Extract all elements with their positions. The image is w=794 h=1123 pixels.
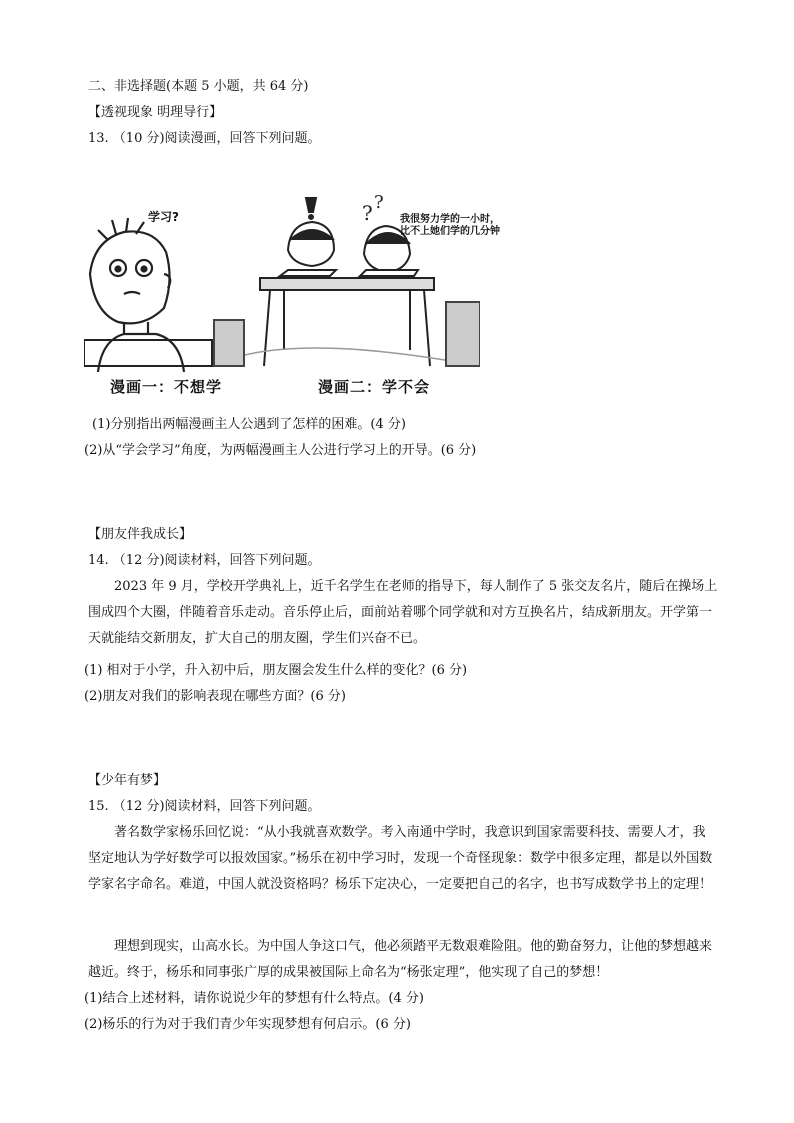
comic1-caption: 漫画一：不想学 — [110, 378, 223, 396]
q13-stem: 13. （10 分)阅读漫画，回答下列问题。 — [88, 131, 321, 146]
q14-sub2: (2)朋友对我们的影响表现在哪些方面？(6 分) — [84, 689, 346, 704]
comic1-bubble: 学习? — [148, 210, 179, 224]
q14-sub1: (1) 相对于小学，升入初中后，朋友圈会发生什么样的变化？(6 分) — [84, 663, 468, 678]
comic2-caption: 漫画二：学不会 — [318, 378, 431, 396]
q13-topic: 【透视现象 明理导行】 — [88, 105, 223, 120]
comic2-bubble-line2: 比不上她们学的几分钟 — [400, 226, 500, 237]
svg-text:?: ? — [374, 192, 384, 213]
comic2-bubble-line1: 我很努力学的一小时， — [400, 214, 500, 225]
q15-sub2: (2)杨乐的行为对于我们青少年实现梦想有何启示。(6 分) — [84, 1017, 411, 1032]
comic1-boy — [84, 218, 212, 372]
q14-topic: 【朋友伴我成长】 — [88, 527, 193, 542]
q14-material: 2023 年 9 月，学校开学典礼上，近千名学生在老师的指导下，每人制作了 5 张交友名片，随后在操场上围成四个大圈，伴随着音乐走动。音乐停止后，面前站着哪个同学就和对方互换名片，结成新朋友。开学第一天就能结交新朋友，扩大自己的朋友圈，学生们兴奋不已。 — [88, 579, 718, 646]
q14-stem: 14. （12 分)阅读材料，回答下列问题。 — [88, 553, 321, 568]
svg-text:?: ? — [362, 201, 373, 225]
q15-para2: 理想到现实，山高水长。为中国人争这口气，他必须踏平无数艰难险阻。他的勤奋努力，让他的梦想越来越近。终于，杨乐和同事张广厚的成果被国际上命名为“杨张定理”，他实现了自己的梦想！ — [88, 939, 713, 980]
q13-sub1: (1)分别指出两幅漫画主人公遇到了怎样的困难。(4 分) — [92, 417, 406, 432]
q15-topic: 【少年有梦】 — [88, 773, 167, 788]
q15-stem: 15. （12 分)阅读材料，回答下列问题。 — [88, 799, 321, 814]
section-heading: 二、非选择题(本题 5 小题，共 64 分) — [88, 79, 309, 94]
q15-sub1: (1)结合上述材料，请你说说少年的梦想有什么特点。(4 分) — [84, 991, 424, 1006]
q13-sub2: (2)从“学会学习”角度，为两幅漫画主人公进行学习上的开导。(6 分) — [84, 443, 477, 458]
q15-para1: 著名数学家杨乐回忆说：“从小我就喜欢数学。考入南通中学时，我意识到国家需要科技、需要人才，我坚定地认为学好数学可以报效国家。”杨乐在初中学习时，发现一个奇怪现象：数学中很多定理，都是以外国数学家名字命名。难道，中国人就没资格吗？杨乐下定决心，一定要把自己的名字，也书写成数学书上的定理！ — [88, 825, 713, 892]
